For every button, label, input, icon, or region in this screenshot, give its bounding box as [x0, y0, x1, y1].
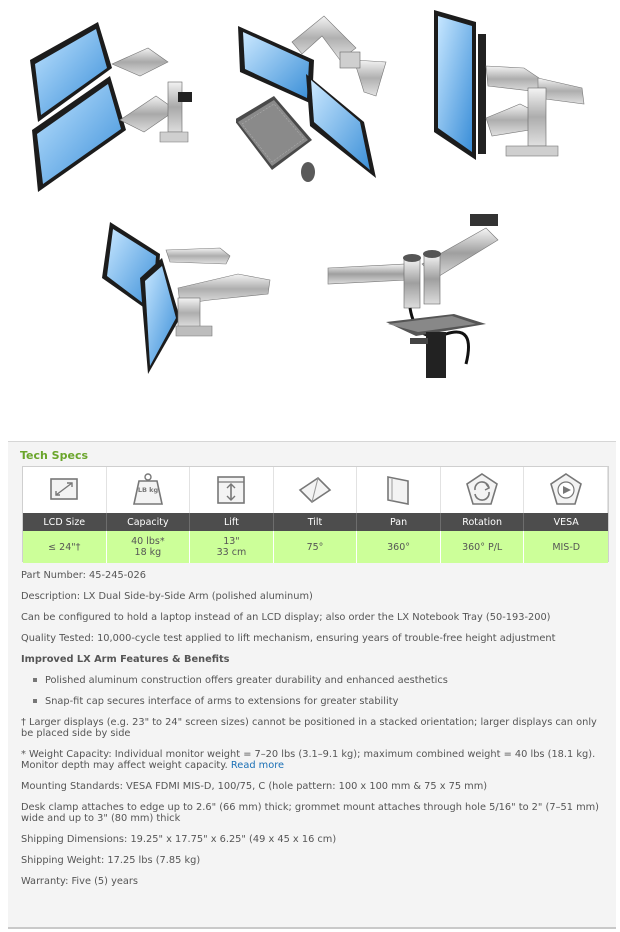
pan-icon	[357, 467, 441, 513]
read-more-link[interactable]: Read more	[230, 760, 285, 771]
spec-value-rotation	[441, 531, 525, 563]
features-list	[33, 675, 608, 707]
spec-value-vesa	[524, 531, 608, 563]
specs-table	[22, 466, 609, 562]
shipping-weight: Shipping Weight: 17.25 lbs (7.85 kg)	[21, 855, 201, 866]
spec-value-tilt-text: 75°	[306, 541, 324, 553]
spec-header-rotation: Rotation	[441, 513, 525, 531]
desk-clamp-note: Desk clamp attaches to edge up to 2.6" (66 mm) thick; grommet mount attaches through hole 5/16" to 2" (7–51 mm) wide and up to 3" (80 mm) thick	[21, 802, 599, 824]
specs-details	[21, 570, 608, 897]
spec-header-pan: Pan	[357, 513, 441, 531]
spec-value-pan-text: 360°	[387, 541, 410, 553]
spec-value-rotation-text: 360° P/L	[462, 541, 503, 553]
product-gallery	[0, 0, 620, 430]
dual-monitor-portrait-arm-image[interactable]	[432, 8, 602, 168]
quality-tested-note: Quality Tested: 10,000-cycle test applied to lift mechanism, ensuring years of trouble-free height adjustment	[21, 633, 556, 644]
dagger-footnote: † Larger displays (e.g. 23" to 24" screen sizes) cannot be positioned in a stacked orientation; larger displays can only be placed side by side	[21, 717, 597, 739]
lift-icon	[190, 467, 274, 513]
spec-value-vesa-text: MIS-D	[552, 541, 581, 553]
vesa-icon	[524, 467, 608, 513]
description: Description: LX Dual Side-by-Side Arm (polished aluminum)	[21, 591, 313, 602]
tech-specs-title: Tech Specs	[20, 449, 89, 462]
spec-value-capacity	[107, 531, 191, 563]
dual-monitor-angled-arm-image[interactable]	[100, 218, 276, 378]
spec-header-lift: Lift	[190, 513, 274, 531]
weight-capacity-footnote	[21, 749, 608, 771]
tilt-icon	[274, 467, 358, 513]
spec-value-capacity-lbs: 40 lbs*	[131, 536, 165, 547]
spec-value-lcd-size	[23, 531, 107, 563]
arm-clamp-closeup-image[interactable]	[326, 214, 502, 382]
svg-text:LB kg: LB kg	[137, 486, 159, 494]
dual-monitor-stacked-arm-image[interactable]	[28, 12, 198, 192]
spec-value-lift-in: 13"	[223, 536, 240, 547]
spec-value-tilt	[274, 531, 358, 563]
spec-value-lcd-size-text: ≤ 24"†	[48, 541, 81, 553]
spec-value-lift-cm: 33 cm	[216, 547, 247, 558]
spec-header-tilt: Tilt	[274, 513, 358, 531]
mounting-standards: Mounting Standards: VESA FDMI MIS-D, 100/75, C (hole pattern: 100 x 100 mm & 75 x 75 mm)	[21, 781, 488, 792]
list-item: Snap-fit cap secures interface of arms to extensions for greater stability	[33, 696, 608, 707]
part-number: Part Number: 45-245-026	[21, 570, 146, 581]
lcd-size-icon	[23, 467, 107, 513]
spec-value-pan	[357, 531, 441, 563]
rotation-icon	[441, 467, 525, 513]
tech-specs-panel	[8, 441, 616, 929]
spec-header-vesa: VESA	[524, 513, 608, 531]
spec-value-capacity-kg: 18 kg	[134, 547, 162, 558]
weight-capacity-text: * Weight Capacity: Individual monitor weight = 7–20 lbs (3.1–9.1 kg); maximum combined weight = 40 lbs (18.1 kg). Monitor depth may affect weight capacity.	[21, 749, 596, 771]
capacity-weight-icon	[107, 467, 191, 513]
warranty: Warranty: Five (5) years	[21, 876, 139, 887]
spec-value-lift	[190, 531, 274, 563]
dual-monitor-side-by-side-keyboard-image[interactable]	[236, 12, 406, 187]
features-heading: Improved LX Arm Features & Benefits	[21, 654, 230, 665]
laptop-config-note: Can be configured to hold a laptop instead of an LCD display; also order the LX Notebook Tray (50-193-200)	[21, 612, 551, 623]
spec-header-lcd-size: LCD Size	[23, 513, 107, 531]
shipping-dimensions: Shipping Dimensions: 19.25" x 17.75" x 6.25" (49 x 45 x 16 cm)	[21, 834, 337, 845]
list-item: Polished aluminum construction offers greater durability and enhanced aesthetics	[33, 675, 608, 686]
spec-header-capacity: Capacity	[107, 513, 191, 531]
